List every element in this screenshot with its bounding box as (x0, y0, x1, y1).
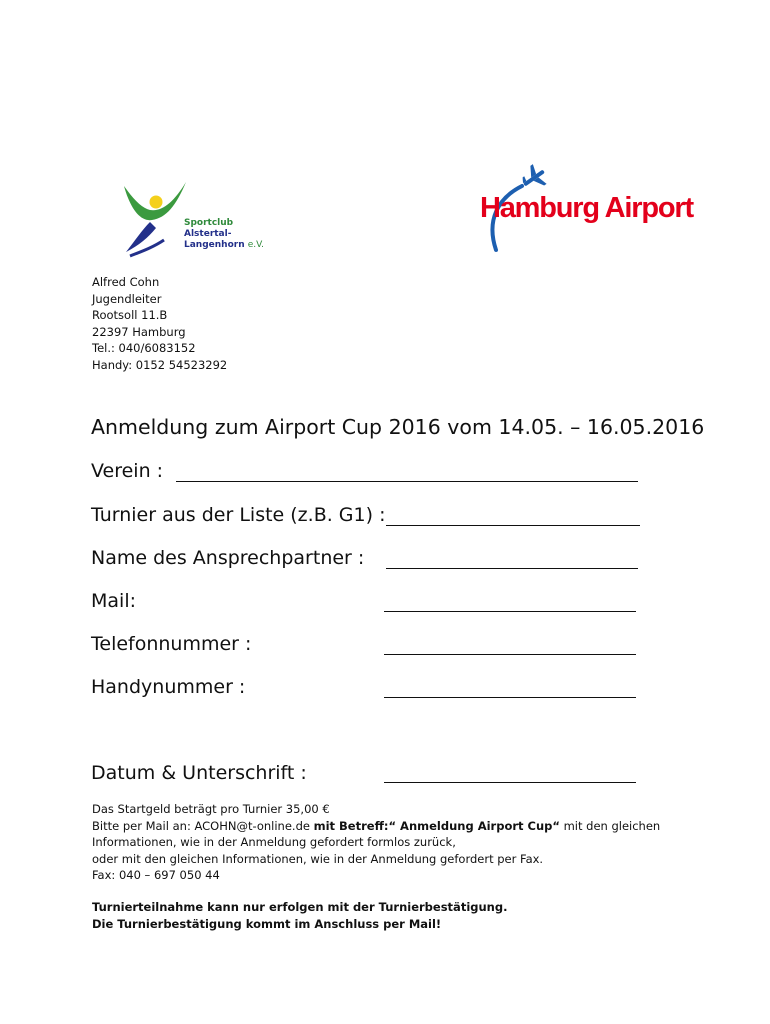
sender-city: 22397 Hamburg (92, 324, 186, 339)
field-line-mail[interactable] (384, 611, 636, 612)
sportclub-name (184, 218, 264, 251)
sender-role: Jugendleiter (92, 291, 162, 306)
note-mail-subject: mit Betreff:“ Anmeldung Airport Cup“ (313, 818, 560, 833)
field-line-verein[interactable] (176, 481, 638, 482)
field-line-telefon[interactable] (384, 654, 636, 655)
confirmation-line1: Turnierteilnahme kann nur erfolgen mit der Turnierbestätigung. (92, 900, 508, 914)
field-line-ansprechpartner[interactable] (386, 568, 638, 569)
field-line-turnier[interactable] (386, 525, 640, 526)
field-label-verein: Verein : (91, 460, 164, 482)
club-name-line2: Alstertal- (184, 229, 232, 239)
field-line-handy[interactable] (384, 697, 636, 698)
note-mail (92, 818, 752, 835)
note-line4: oder mit den gleichen Informationen, wie in der Anmeldung gefordert per Fax. (92, 851, 544, 866)
club-name-line1: Sportclub (184, 218, 234, 228)
field-line-signature[interactable] (384, 782, 636, 783)
confirmation-line2: Die Turnierbestätigung kommt im Anschluss per Mail! (92, 916, 442, 931)
sportclub-emblem-icon (112, 172, 192, 258)
note-fax: Fax: 040 – 697 050 44 (92, 868, 220, 882)
field-label-handy: Handynummer : (91, 676, 246, 698)
field-label-datum: Datum & Unterschrift : (91, 762, 307, 784)
sender-name: Alfred Cohn (92, 275, 160, 289)
sportclub-logo (112, 172, 272, 258)
note-mail-suffix: mit den gleichen (559, 818, 661, 833)
fee-notes (92, 801, 752, 884)
club-suffix: e.V. (247, 240, 265, 250)
field-label-turnier: Turnier aus der Liste (z.B. G1) : (91, 504, 386, 526)
airport-logo-text: Hamburg Airport (480, 192, 693, 224)
sender-mobile: Handy: 0152 54523292 (92, 357, 228, 372)
confirmation-notes (92, 899, 507, 932)
note-startgeld: Das Startgeld beträgt pro Turnier 35,00 € (92, 802, 330, 816)
note-line3: Informationen, wie in der Anmeldung gefordert formlos zurück, (92, 835, 456, 849)
note-mail-prefix: Bitte per Mail an: ACOHN@t-online.de (92, 818, 314, 833)
sender-street: Rootsoll 11.B (92, 308, 168, 322)
sender-address (92, 274, 227, 373)
field-label-telefon: Telefonnummer : (91, 633, 252, 655)
field-label-mail: Mail: (91, 590, 136, 612)
sender-phone: Tel.: 040/6083152 (92, 341, 196, 355)
document-title: Anmeldung zum Airport Cup 2016 vom 14.05. – 16.05.2016 (91, 415, 705, 439)
field-label-ansprechpartner: Name des Ansprechpartner : (91, 547, 365, 569)
hamburg-airport-logo (478, 162, 708, 262)
club-name-line3: Langenhorn (184, 240, 245, 250)
